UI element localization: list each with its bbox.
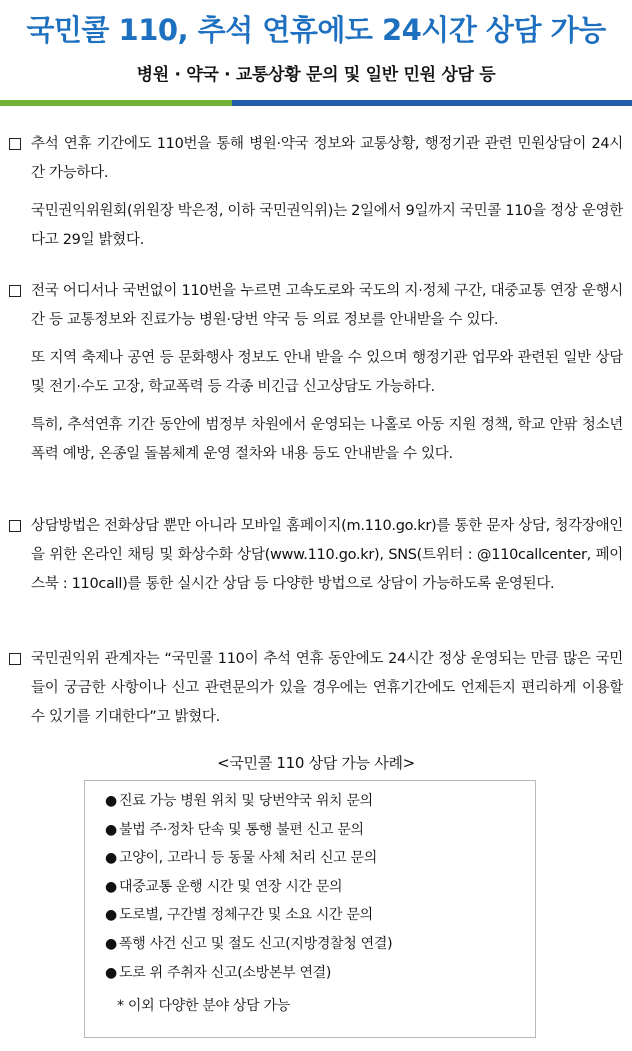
cases-note: * 이외 다양한 분야 상담 가능 <box>117 998 290 1014</box>
list-item-text: 도로 위 주취자 신고(소방본부 연결) <box>119 964 332 981</box>
bullet-icon: ● <box>105 907 117 924</box>
header-divider-blue <box>232 100 632 106</box>
checkbox-square-icon <box>9 285 21 297</box>
list-item <box>105 787 392 816</box>
cases-title: <국민콜 110 상담 가능 사례> <box>217 754 415 772</box>
section-2 <box>9 277 623 469</box>
bullet-icon: ● <box>105 878 117 895</box>
paragraph-1-sub-text: 국민권익위원회(위원장 박은정, 이하 국민권익위)는 2일에서 9일까지 국민콜 110을 정상 운영한다고 29일 밝혔다. <box>31 203 623 248</box>
bullet-icon: ● <box>105 850 117 867</box>
page-title: 국민콜 110, 추석 연휴에도 24시간 상담 가능 <box>26 13 606 47</box>
paragraph-1 <box>9 130 623 188</box>
checkbox-square-icon <box>9 653 21 665</box>
paragraph-1-text: 추석 연휴 기간에도 110번을 통해 병원·약국 정보와 교통상황, 행정기관 관련 민원상담이 24시간 가능하다. <box>31 136 623 181</box>
section-1 <box>9 130 623 255</box>
bullet-icon: ● <box>105 935 117 952</box>
cases-box <box>84 780 536 1038</box>
paragraph-2-sub-2 <box>9 411 623 469</box>
paragraph-2-text: 전국 어디서나 국번없이 110번을 누르면 고속도로와 국도의 지·정체 구간, 대중교통 연장 운행시간 등 교통정보와 진료가능 병원·당번 약국 등 의료 정보를 안내받을 수 있다. <box>31 283 623 328</box>
case-list <box>105 787 392 987</box>
list-item-text: 도로별, 구간별 정체구간 및 소요 시간 문의 <box>119 907 373 924</box>
paragraph-4 <box>9 645 623 732</box>
list-item <box>105 901 392 930</box>
page-subtitle: 병원 · 약국 · 교통상황 문의 및 일반 민원 상담 등 <box>136 65 496 85</box>
bullet-icon: ● <box>105 821 117 838</box>
paragraph-2 <box>9 277 623 335</box>
list-item <box>105 816 392 845</box>
paragraph-2-sub-2-text: 특히, 추석연휴 기간 동안에 범정부 차원에서 운영되는 나홀로 아동 지원 정책, 학교 안팎 청소년 폭력 예방, 온종일 돌봄체계 운영 절차와 내용 등도 안내받을 수 있다. <box>31 417 623 462</box>
list-item-text: 대중교통 운행 시간 및 연장 시간 문의 <box>119 878 343 895</box>
paragraph-1-sub <box>9 197 623 255</box>
list-item <box>105 844 392 873</box>
list-item-text: 진료 가능 병원 위치 및 당번약국 위치 문의 <box>119 793 373 809</box>
list-item <box>105 959 392 988</box>
list-item-text: 불법 주·정차 단속 및 통행 불편 신고 문의 <box>119 821 364 838</box>
checkbox-square-icon <box>9 138 21 150</box>
section-4 <box>9 645 623 732</box>
paragraph-3 <box>9 512 623 599</box>
paragraph-3-text: 상담방법은 전화상담 뿐만 아니라 모바일 홈페이지(m.110.go.kr)를 통한 문자 상담, 청각장애인을 위한 온라인 채팅 및 화상수화 상담(www.110.go.kr), SNS(트위터 : @110callcenter, 페이스북 : 110call)를 통한 실시간 상담 등 다양한 방법으로 상담이 가능하도록 운영된다. <box>31 518 623 592</box>
list-item <box>105 873 392 902</box>
bullet-icon: ● <box>105 793 117 809</box>
checkbox-square-icon <box>9 520 21 532</box>
header-divider-green <box>0 100 232 106</box>
list-item-text: 폭행 사건 신고 및 절도 신고(지방경찰청 연결) <box>119 935 393 952</box>
list-item-text: 고양이, 고라니 등 동물 사체 처리 신고 문의 <box>119 850 378 867</box>
paragraph-2-sub-1-text: 또 지역 축제나 공연 등 문화행사 정보도 안내 받을 수 있으며 행정기관 업무와 관련된 일반 상담 및 전기·수도 고장, 학교폭력 등 각종 비긴급 신고상담도 가능하다. <box>31 350 623 395</box>
paragraph-2-sub-1 <box>9 344 623 402</box>
paragraph-4-text: 국민권익위 관계자는 “국민콜 110이 추석 연휴 동안에도 24시간 정상 운영되는 만큼 많은 국민들이 궁금한 사항이나 신고 관련문의가 있을 경우에는 연휴기간에도 언제든지 편리하게 이용할 수 있기를 기대한다”고 밝혔다. <box>31 651 623 725</box>
section-3 <box>9 512 623 599</box>
bullet-icon: ● <box>105 964 117 981</box>
list-item <box>105 930 392 959</box>
